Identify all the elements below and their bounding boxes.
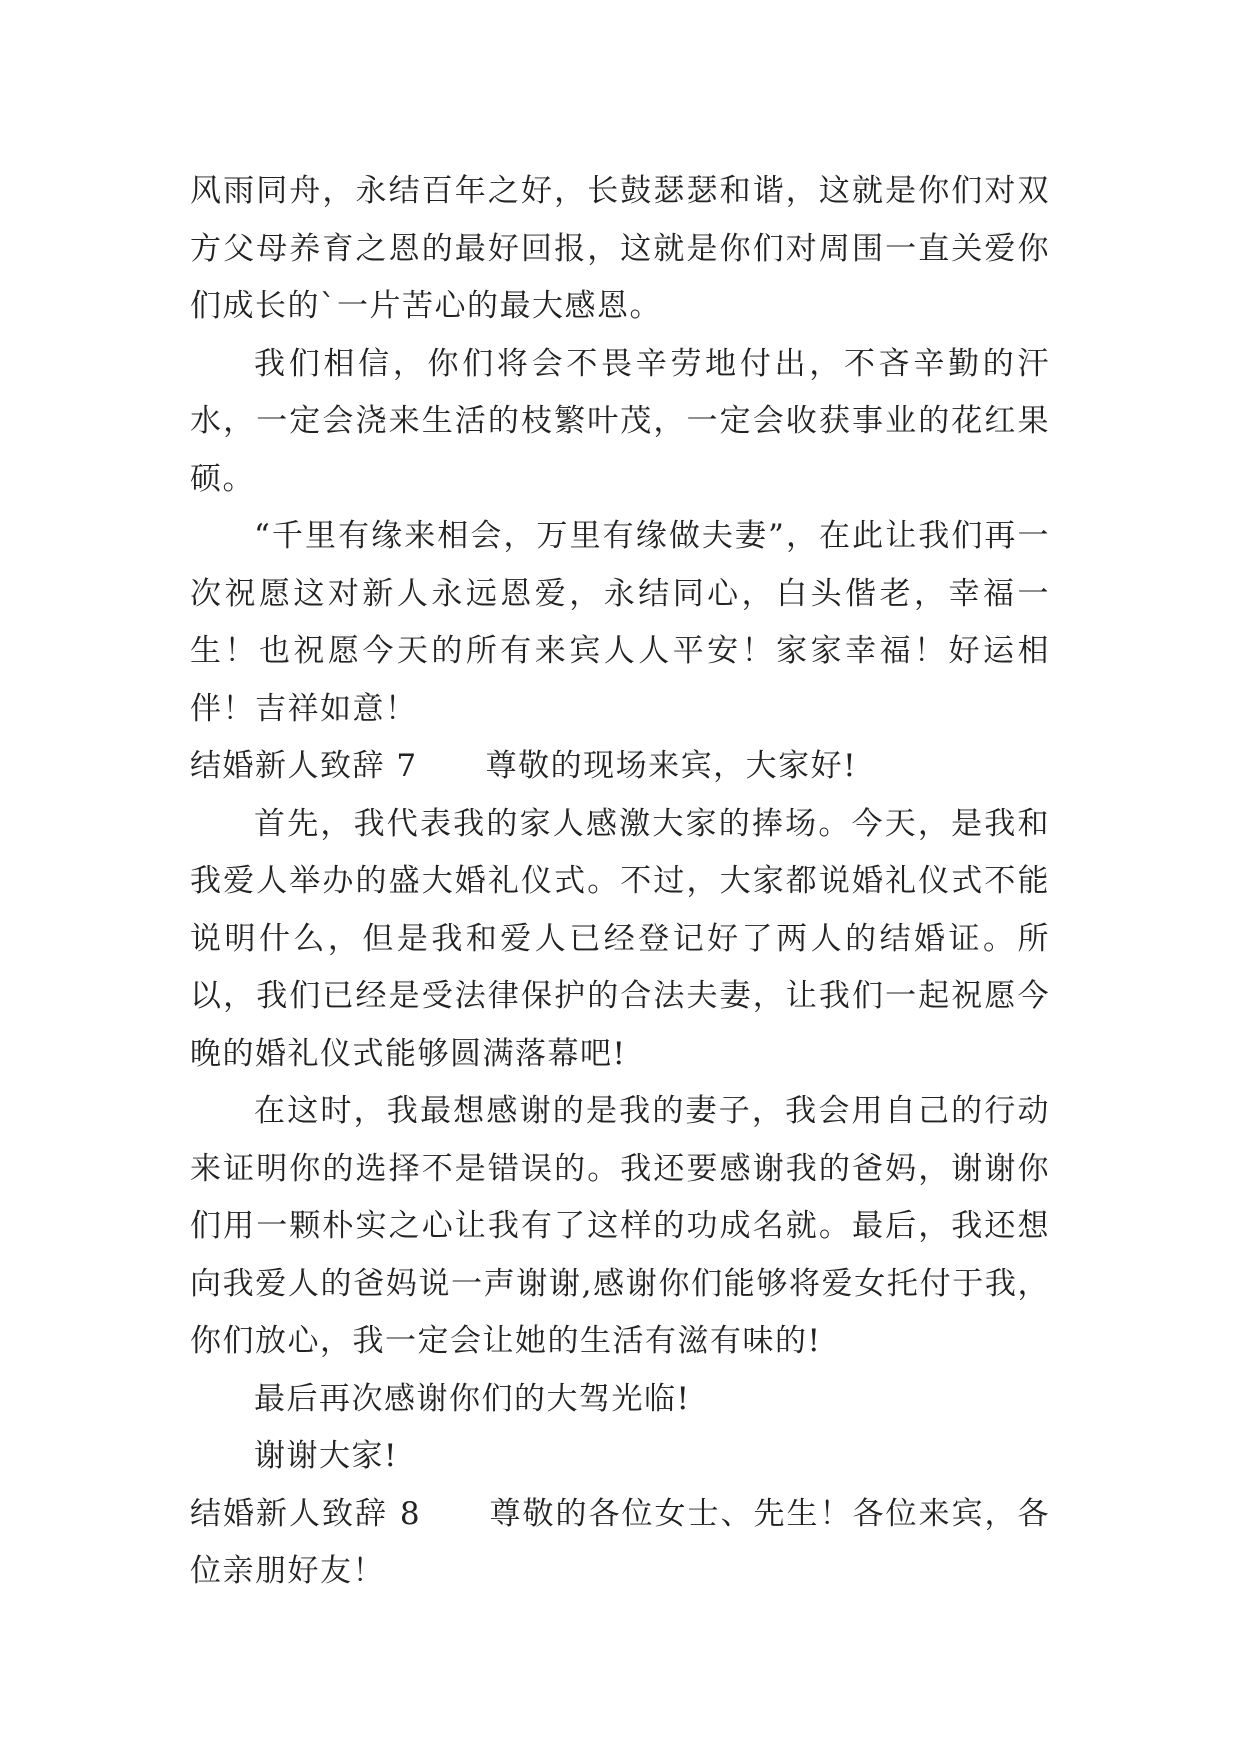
paragraph-belief: 我们相信，你们将会不畏辛劳地付出，不吝辛勤的汗水，一定会浇来生活的枝繁叶茂，一定会收获事业的花红果硕。 bbox=[190, 345, 1050, 497]
section-7-paragraph-final-thanks: 最后再次感谢你们的大驾光临! bbox=[254, 1380, 691, 1417]
paragraph-closing-wish: 风雨同舟，永结百年之好，长鼓瑟瑟和谐，这就是你们对双方父母养育之恩的最好回报，这就是你们对周围一直关爱你们成长的`一片苦心的最大感恩。 bbox=[190, 173, 1050, 324]
section-7-paragraph-thank-all: 谢谢大家! bbox=[254, 1438, 398, 1474]
section-8-heading bbox=[190, 1486, 1050, 1601]
section-7-paragraph-wife: 在这时，我最想感谢的是我的妻子，我会用自己的行动来证明你的选择不是错误的。我还要感谢我的爸妈，谢谢你们用一颗朴实之心让我有了这样的功成名就。最后，我还想向我爱人的爸妈说一声谢谢,感谢你们能够将爱女托付于我，你们放心，我一定会让她的生活有滋有味的! bbox=[190, 1093, 1050, 1359]
section-7-title: 结婚新人致辞 7 bbox=[190, 748, 418, 784]
section-7-opening: 尊敬的现场来宾，大家好! bbox=[485, 748, 858, 784]
section-7-paragraph-thanks: 首先，我代表我的家人感激大家的捧场。今天，是我和我爱人举办的盛大婚礼仪式。不过，大家都说婚礼仪式不能说明什么，但是我和爱人已经登记好了两人的结婚证。所以，我们已经是受法律保护的合法夫妻，让我们一起祝愿今晚的婚礼仪式能够圆满落幕吧! bbox=[190, 805, 1050, 1072]
section-7-heading bbox=[190, 738, 1050, 796]
section-8-title: 结婚新人致辞 8 bbox=[190, 1495, 422, 1532]
section-8-opening: 尊敬的各位女士、先生！各位来宾，各位亲朋好友！ bbox=[190, 1495, 1051, 1589]
paragraph-blessing: “千里有缘来相会，万里有缘做夫妻”，在此让我们再一次祝愿这对新人永远恩爱，永结同心，白头偕老，幸福一生！也祝愿今天的所有来宾人人平安！家家幸福！好运相伴！吉祥如意！ bbox=[190, 518, 1050, 727]
document-body bbox=[190, 163, 1050, 1601]
